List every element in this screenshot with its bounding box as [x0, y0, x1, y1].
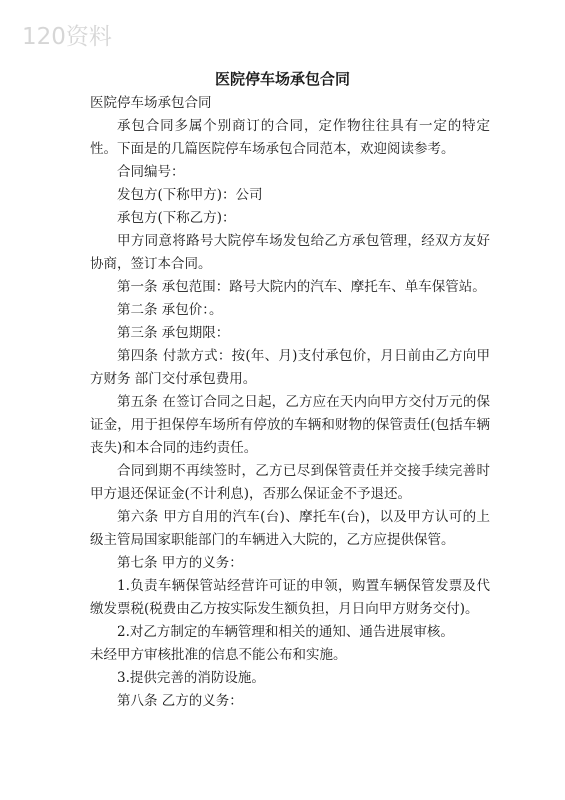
- document-title: 医院停车场承包合同: [214, 70, 350, 88]
- paragraph-duty-note: 未经甲方审核批准的信息不能公布和实施。: [90, 647, 347, 663]
- paragraph-article-3: 第三条 承包期限：: [117, 325, 230, 341]
- paragraph-article-8: 第八条 乙方的义务：: [117, 693, 243, 709]
- paragraph-article-7: 第七条 甲方的义务：: [117, 555, 243, 571]
- paragraph-contract-number: 合同编号：: [117, 164, 185, 180]
- paragraph-party-a: 发包方(下称甲方)：公司: [117, 187, 263, 203]
- paragraph-subtitle: 医院停车场承包合同: [90, 95, 212, 111]
- watermark-logo: 120资料: [22, 24, 112, 50]
- paragraph-article-5: 第五条 在签订合同之日起，乙方应在天内向甲方交付万元的保证金，用于担保停车场所有停放的车辆和财物的保管责任(包括车辆丧失)和本合同的违约责任。: [90, 394, 490, 456]
- paragraph-article-6: 第六条 甲方自用的汽车(台)、摩托车(台)，以及甲方认可的上级主管局国家职能部门的车辆进入大院的，乙方应提供保管。: [90, 509, 490, 548]
- paragraph-article-1: 第一条 承包范围：路号大院内的汽车、摩托车、单车保管站。: [117, 279, 486, 295]
- document-body: [90, 92, 490, 713]
- paragraph-agreement: 甲方同意将路号大院停车场发包给乙方承包管理，经双方友好协商，签订本合同。: [90, 233, 490, 272]
- paragraph-party-b: 承包方(下称乙方)：: [117, 210, 236, 226]
- paragraph-deposit-return: 合同到期不再续签时，乙方已尽到保管责任并交接手续完善时甲方退还保证金(不计利息)，否那么保证金不予退还。: [90, 463, 490, 502]
- paragraph-intro: 承包合同多属个别商订的合同，定作物往往具有一定的特定性。下面是的几篇医院停车场承包合同范本，欢迎阅读参考。: [90, 118, 490, 157]
- paragraph-article-2: 第二条 承包价：。: [117, 302, 223, 318]
- paragraph-article-4: 第四条 付款方式：按(年、月)支付承包价，月日前由乙方向甲方财务 部门交付承包费用。: [90, 348, 490, 387]
- paragraph-duty-3: 3.提供完善的消防设施。: [117, 670, 265, 686]
- paragraph-duty-1: 1.负责车辆保管站经营许可证的申领，购置车辆保管发票及代缴发票税(税费由乙方按实际发生额负担，月日向甲方财务交付)。: [90, 578, 490, 617]
- paragraph-duty-2: 2.对乙方制定的车辆管理和相关的通知、通告进展审核。: [117, 624, 454, 640]
